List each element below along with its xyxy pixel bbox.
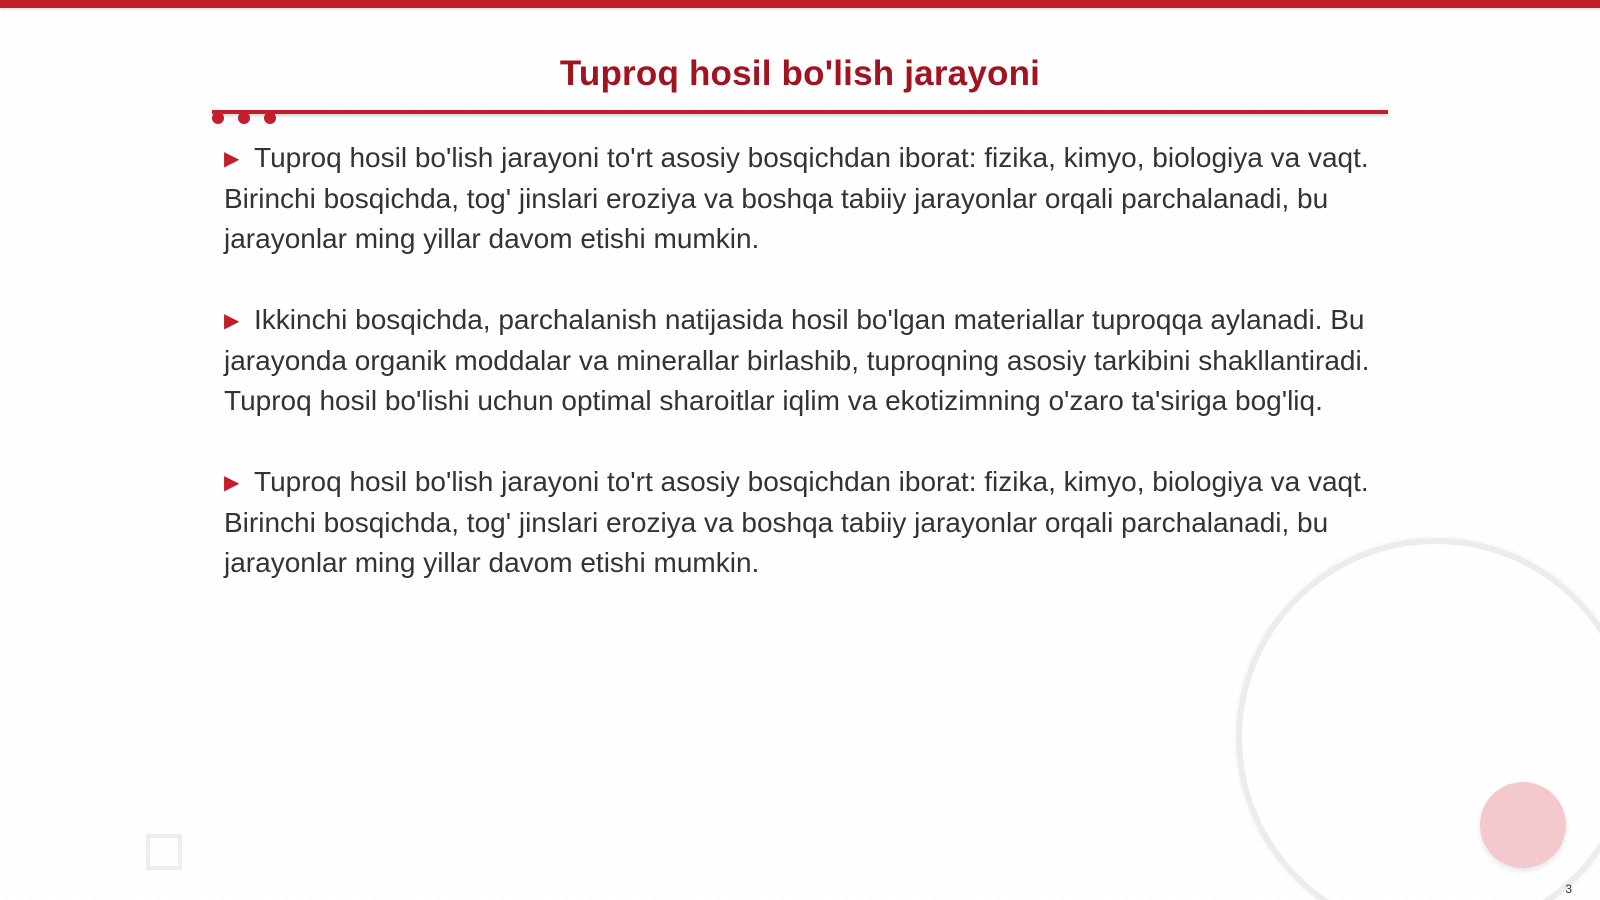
bullet-list bbox=[224, 138, 1374, 624]
bullet-item bbox=[224, 138, 1374, 259]
top-accent-bar bbox=[0, 0, 1600, 8]
triangle-bullet-icon: ▶ bbox=[224, 148, 240, 170]
triangle-bullet-icon: ▶ bbox=[224, 472, 240, 494]
triangle-bullet-icon: ▶ bbox=[224, 310, 240, 332]
bullet-text: Ikkinchi bosqichda, parchalanish natijasida hosil bo'lgan materiallar tuproqqa aylanadi. Bu jarayonda organik moddalar va minerallar birlashib, tuproqning asosiy tarkibini shakllantiradi. Tuproq hosil bo'lishi uchun optimal sharoitlar iqlim va ekotizimning o'zaro ta'siriga bog'liq. bbox=[224, 304, 1370, 416]
bullet-text: Tuproq hosil bo'lish jarayoni to'rt asosiy bosqichdan iborat: fizika, kimyo, biologiya va vaqt. Birinchi bosqichda, tog' jinslari eroziya va boshqa tabiiy jarayonlar orqali parchalanadi, bu jarayonlar ming yillar davom etishi mumkin. bbox=[224, 466, 1369, 578]
underline-dot bbox=[212, 112, 224, 124]
underline-dot bbox=[238, 112, 250, 124]
title-underline bbox=[212, 110, 1388, 114]
decorative-square bbox=[146, 834, 182, 870]
decorative-pink-circle bbox=[1480, 782, 1566, 868]
bullet-text: Tuproq hosil bo'lish jarayoni to'rt asosiy bosqichdan iborat: fizika, kimyo, biologiya va vaqt. Birinchi bosqichda, tog' jinslari eroziya va boshqa tabiiy jarayonlar orqali parchalanadi, bu jarayonlar ming yillar davom etishi mumkin. bbox=[224, 142, 1369, 254]
page-number: 3 bbox=[1565, 882, 1572, 896]
slide-title: Tuproq hosil bo'lish jarayoni bbox=[559, 54, 1041, 93]
underline-dot bbox=[264, 112, 276, 124]
bullet-item bbox=[224, 462, 1374, 583]
bullet-item bbox=[224, 300, 1374, 421]
